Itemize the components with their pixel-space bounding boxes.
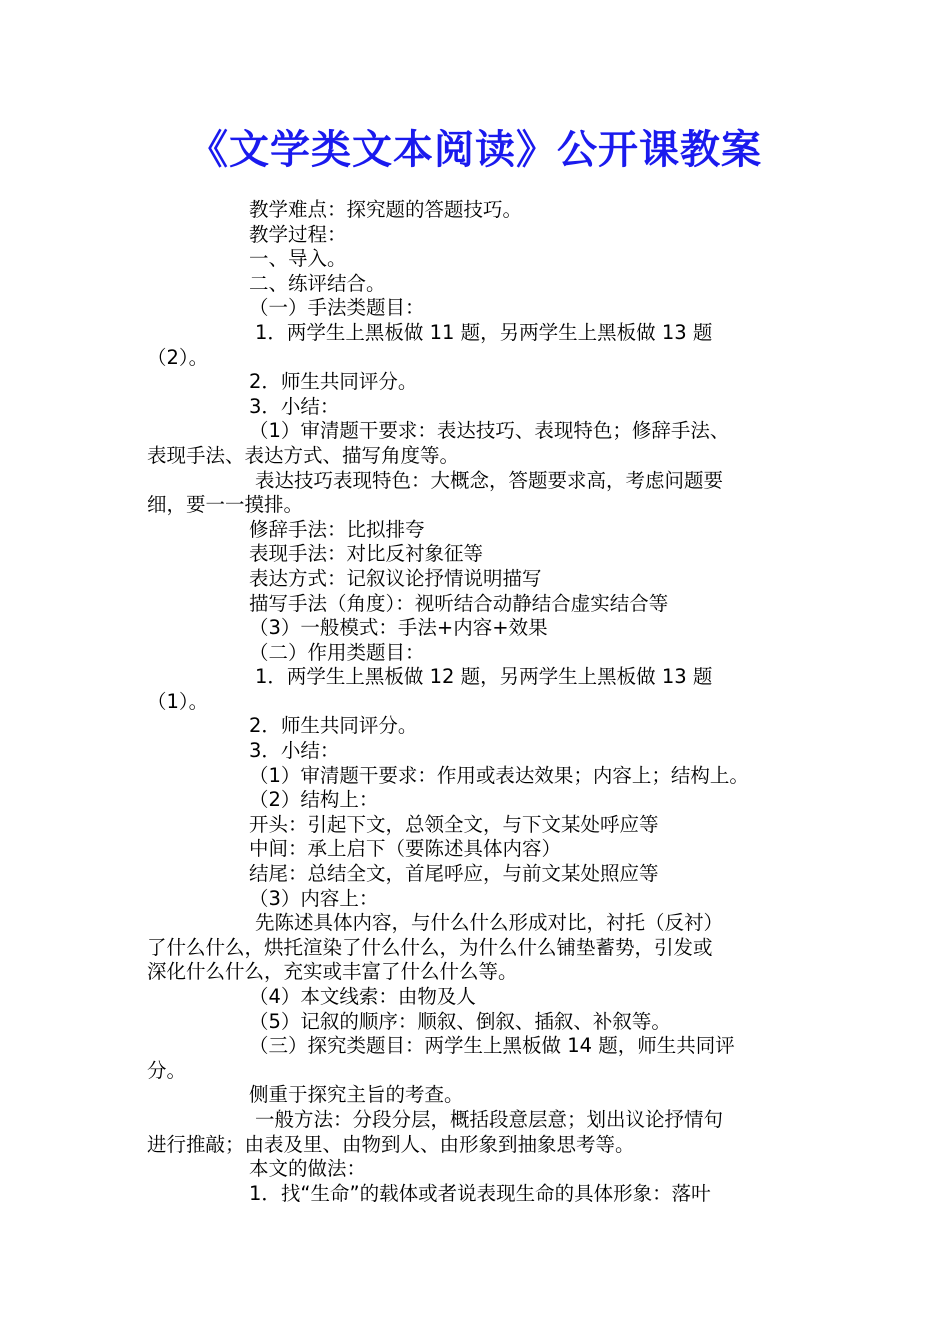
text-line: 细，要一一摸排。: [147, 493, 304, 517]
text-line: （1）。: [147, 689, 209, 713]
text-line: 开头：引起下文，总领全文，与下文某处呼应等: [249, 812, 659, 836]
text-line: 先陈述具体内容，与什么什么形成对比，衬托（反衬）: [255, 911, 724, 935]
text-line: 教学过程：: [249, 222, 347, 246]
text-line: 一般方法：分段分层，概括段意层意；划出议论抒情句: [255, 1107, 724, 1131]
text-line: 1．两学生上黑板做 11 题，另两学生上黑板做 13 题: [255, 320, 713, 344]
text-line: 修辞手法：比拟排夸: [249, 517, 425, 541]
text-line: 2．师生共同评分。: [249, 714, 418, 738]
text-line: （三）探究类题目：两学生上黑板做 14 题，师生共同评: [249, 1034, 735, 1058]
text-line: 分。: [147, 1058, 187, 1082]
text-line: 侧重于探究主旨的考查。: [249, 1083, 464, 1107]
text-line: 结尾：总结全文，首尾呼应，与前文某处照应等: [249, 862, 659, 886]
text-line: 表达技巧表现特色：大概念，答题要求高，考虑问题要: [255, 468, 724, 492]
text-line: 一、导入。: [249, 247, 347, 271]
text-line: （5）记叙的顺序：顺叙、倒叙、插叙、补叙等。: [249, 1009, 671, 1033]
text-line: （1）审清题干要求：表达技巧、表现特色；修辞手法、: [249, 419, 730, 443]
text-line: （一）手法类题目：: [249, 296, 425, 320]
text-line: （1）审清题干要求：作用或表达效果；内容上；结构上。: [249, 763, 749, 787]
text-line: 本文的做法：: [249, 1157, 367, 1181]
text-line: 描写手法（角度）：视听结合动静结合虚实结合等: [249, 591, 669, 615]
document-body: [147, 198, 807, 1206]
text-line: 教学难点：探究题的答题技巧。: [249, 198, 523, 221]
document-title: 《文学类文本阅读》公开课教案: [188, 127, 762, 173]
text-line: （4）本文线索：由物及人: [249, 985, 476, 1008]
text-line: 1．两学生上黑板做 12 题，另两学生上黑板做 13 题: [255, 665, 713, 689]
text-line: 表现手法：对比反衬象征等: [249, 542, 484, 566]
text-line: 深化什么什么，充实或丰富了什么什么等。: [147, 960, 518, 984]
text-line: 了什么什么，烘托渲染了什么什么，为什么什么铺垫蓄势，引发或: [147, 935, 713, 959]
text-line: 表现手法、表达方式、描写角度等。: [147, 443, 460, 467]
text-line: 1．找“生命”的载体或者说表现生命的具体形象：落叶: [249, 1181, 711, 1205]
text-line: 3．小结：: [249, 394, 340, 418]
text-line: （2）。: [147, 345, 209, 369]
text-line: （3）一般模式：手法+内容+效果: [249, 616, 548, 640]
text-line: 中间：承上启下（要陈述具体内容）: [249, 837, 562, 861]
text-line: 表达方式：记叙议论抒情说明描写: [249, 566, 542, 590]
text-line: （二）作用类题目：: [249, 640, 425, 664]
text-line: 3．小结：: [249, 739, 340, 763]
text-line: 二、练评结合。: [249, 271, 386, 295]
text-line: 2．师生共同评分。: [249, 370, 418, 394]
text-line: （2）结构上：: [249, 788, 379, 812]
text-line: 进行推敲；由表及里、由物到人、由形象到抽象思考等。: [147, 1132, 635, 1156]
text-line: （3）内容上：: [249, 886, 379, 910]
